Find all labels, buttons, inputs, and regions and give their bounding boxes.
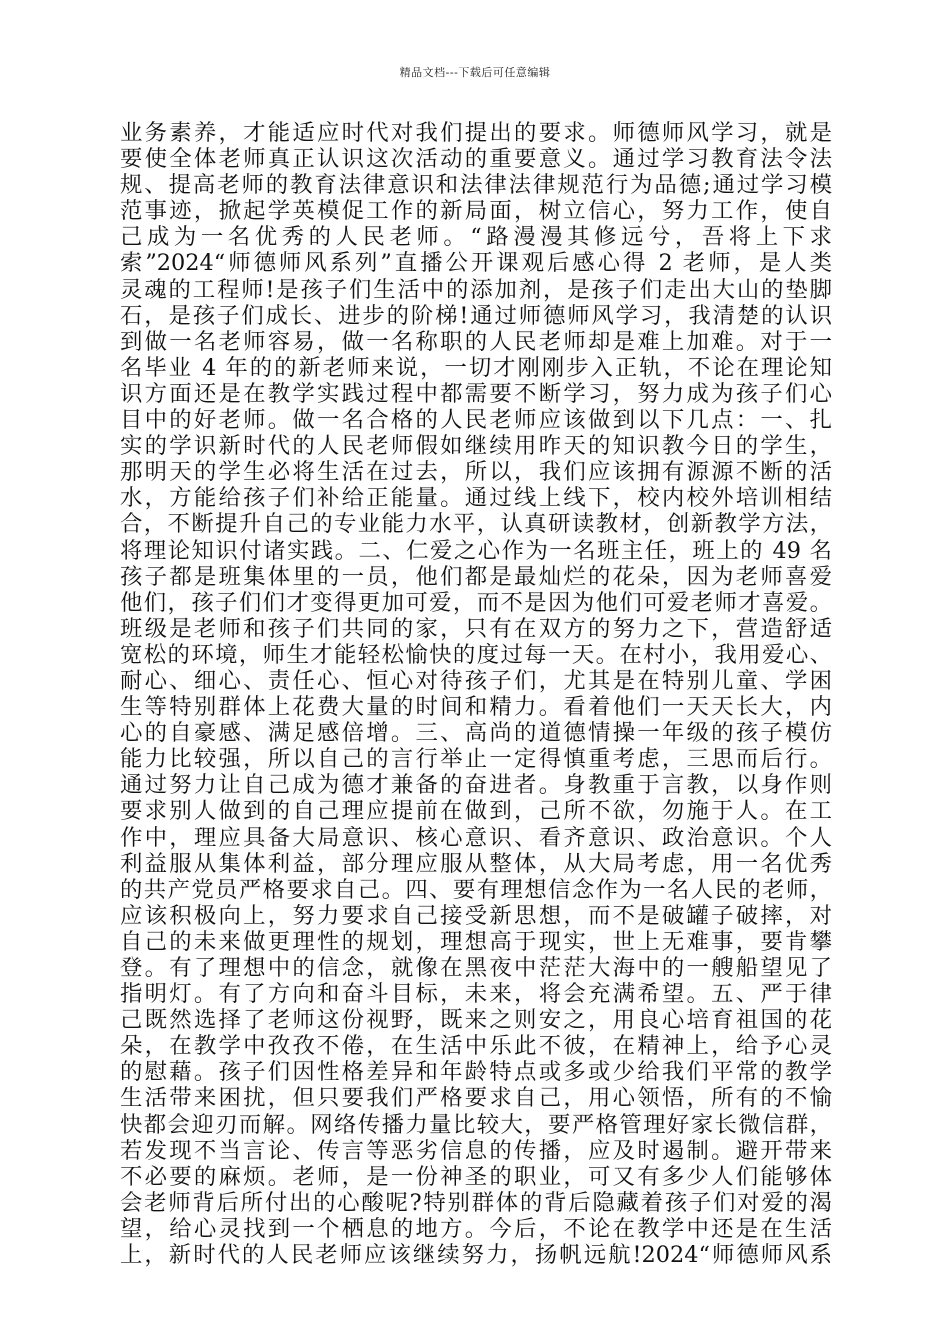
text-line: 规、提高老师的教育法律意识和法律法律规范行为品德;通过学习模 <box>120 172 832 199</box>
text-line: 的慰藉。孩子们因性格差异和年龄特点或多或少给我们平常的教学 <box>120 1059 832 1086</box>
text-line: 班级是老师和孩子们共同的家，只有在双方的努力之下，营造舒适 <box>120 615 832 642</box>
text-line: 作中，理应具备大局意识、核心意识、看齐意识、政治意识。个人 <box>120 824 832 851</box>
text-line: 望，给心灵找到一个栖息的地方。今后，不论在教学中还是在生活 <box>120 1215 832 1242</box>
text-line: 宽松的环境，师生才能轻松愉快的度过每一天。在村小，我用爱心、 <box>120 641 832 668</box>
text-line: 索”2024“师德师风系列”直播公开课观后感心得 2 老师，是人类 <box>120 250 832 277</box>
text-line: 利益服从集体利益，部分理应服从整体，从大局考虑，用一名优秀 <box>120 850 832 877</box>
text-line: 登。有了理想中的信念，就像在黑夜中茫茫大海中的一艘船望见了 <box>120 955 832 981</box>
text-line: 己成为一名优秀的人民老师。“路漫漫其修远兮，吾将上下求 <box>120 224 832 251</box>
text-line: 己既然选择了老师这份视野，既来之则安之，用良心培育祖国的花 <box>120 1007 832 1034</box>
text-line: 要求别人做到的自己理应提前在做到，己所不欲，勿施于人。在工 <box>120 798 832 825</box>
text-line: 灵魂的工程师!是孩子们生活中的添加剂，是孩子们走出大山的垫脚 <box>120 276 832 303</box>
text-line: 自己的未来做更理性的规划，理想高于现实，世上无难事，要肯攀 <box>120 928 832 955</box>
text-line: 快都会迎刃而解。网络传播力量比较大，要严格管理好家长微信群， <box>120 1111 832 1138</box>
text-line: 的共产党员严格要求自己。四、要有理想信念作为一名人民的老师， <box>120 876 832 903</box>
text-line: 会老师背后所付出的心酸呢?特别群体的背后隐藏着孩子们对爱的渴 <box>120 1189 832 1216</box>
text-line: 业务素养，才能适应时代对我们提出的要求。师德师风学习，就是 <box>120 120 832 146</box>
text-line: 名毕业 4 年的的新老师来说，一切才刚刚步入正轨，不论在理论知 <box>120 354 832 381</box>
text-line: 若发现不当言论、传言等恶劣信息的传播，应及时遏制。避开带来 <box>120 1137 832 1164</box>
text-line: 石，是孩子们成长、进步的阶梯!通过师德师风学习，我清楚的认识 <box>120 302 832 329</box>
page-header: 精品文档---下载后可任意编辑 <box>399 66 551 79</box>
text-line: 朵，在教学中孜孜不倦，在生活中乐此不彼，在精神上，给予心灵 <box>120 1033 832 1060</box>
text-line: 上，新时代的人民老师应该继续努力，扬帆远航!2024“师德师风系 <box>120 1242 832 1269</box>
text-line: 应该积极向上，努力要求自己接受新思想，而不是破罐子破摔，对 <box>120 902 832 929</box>
text-line: 合，不断提升自己的专业能力水平，认真研读教材，创新教学方法， <box>120 511 832 538</box>
text-line: 生等特别群体上花费大量的时间和精力。看着他们一天天长大，内 <box>120 694 832 721</box>
text-line: 他们，孩子们们才变得更加可爱，而不是因为他们可爱老师才喜爱。 <box>120 589 832 616</box>
text-line: 到做一名老师容易，做一名称职的人民老师却是难上加难。对于一 <box>120 328 832 355</box>
text-line: 通过努力让自己成为德才兼备的奋进者。身教重于言教，以身作则 <box>120 772 832 799</box>
text-line: 指明灯。有了方向和奋斗目标，未来，将会充满希望。五、严于律 <box>120 981 832 1008</box>
document-body <box>120 120 832 1268</box>
text-line: 那明天的学生必将生活在过去，所以，我们应该拥有源源不断的活 <box>120 459 832 486</box>
text-line: 水，方能给孩子们补给正能量。通过线上线下，校内校外培训相结 <box>120 485 832 512</box>
text-line: 将理论知识付诸实践。二、仁爱之心作为一名班主任，班上的 49 名 <box>120 537 832 564</box>
text-line: 范事迹，掀起学英模促工作的新局面，树立信心，努力工作，使自 <box>120 198 832 225</box>
text-line: 孩子都是班集体里的一员，他们都是最灿烂的花朵，因为老师喜爱 <box>120 563 832 590</box>
text-line: 能力比较强，所以自己的言行举止一定得慎重考虑，三思而后行。 <box>120 746 832 773</box>
text-line: 要使全体老师真正认识这次活动的重要意义。通过学习教育法令法 <box>120 146 832 173</box>
text-line: 生活带来困扰，但只要我们严格要求自己，用心领悟，所有的不愉 <box>120 1085 832 1112</box>
text-line: 实的学识新时代的人民老师假如继续用昨天的知识教今日的学生， <box>120 433 832 460</box>
text-line: 心的自豪感、满足感倍增。三、高尚的道德情操一年级的孩子模仿 <box>120 720 832 747</box>
text-line: 识方面还是在教学实践过程中都需要不断学习，努力成为孩子们心 <box>120 380 832 407</box>
text-line: 不必要的麻烦。老师，是一份神圣的职业，可又有多少人们能够体 <box>120 1163 832 1190</box>
text-line: 目中的好老师。做一名合格的人民老师应该做到以下几点：一、扎 <box>120 407 832 434</box>
text-line: 耐心、细心、责任心、恒心对待孩子们，尤其是在特别儿童、学困 <box>120 667 832 694</box>
